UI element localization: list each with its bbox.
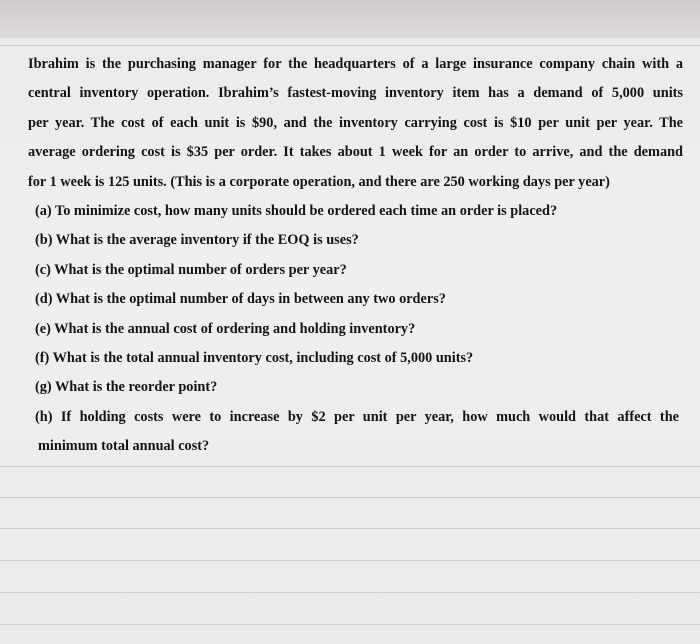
- ruled-line: [0, 497, 700, 498]
- question-c: (c) What is the optimal number of orders per year?: [35, 261, 347, 278]
- problem-line: Ibrahim is the purchasing manager for the headquarters of a large insurance company chain with a: [28, 56, 683, 72]
- problem-text-block: [28, 50, 683, 462]
- question-g: (g) What is the reorder point?: [35, 379, 218, 396]
- question-f: (f) What is the total annual inventory cost, including cost of 5,000 units?: [35, 349, 474, 366]
- ruled-line: [0, 624, 700, 625]
- question-h: (h) If holding costs were to increase by $2 per unit per year, how much would that affect the: [35, 408, 679, 425]
- ruled-line: [0, 45, 700, 46]
- question-b: (b) What is the average inventory if the EOQ is uses?: [35, 232, 359, 249]
- question-e: (e) What is the annual cost of ordering and holding inventory?: [35, 320, 416, 337]
- problem-line: for 1 week is 125 units. (This is a corporate operation, and there are 250 working days per year): [28, 173, 610, 190]
- ruled-line: [0, 528, 700, 529]
- problem-line: per year. The cost of each unit is $90, and the inventory carrying cost is $10 per unit per year. The: [28, 114, 683, 131]
- ruled-line: [0, 560, 700, 561]
- ruled-line: [0, 466, 700, 467]
- problem-line: average ordering cost is $35 per order. It takes about 1 week for an order to arrive, and the demand: [28, 144, 683, 161]
- question-a: (a) To minimize cost, how many units should be ordered each time an order is placed?: [35, 203, 558, 220]
- problem-statement: [28, 50, 683, 197]
- page-top-edge: [0, 0, 700, 38]
- question-d: (d) What is the optimal number of days in between any two orders?: [35, 291, 446, 308]
- problem-line: central inventory operation. Ibrahim’s fastest-moving inventory item has a demand of 5,000 units: [28, 85, 683, 102]
- ruled-line: [0, 592, 700, 593]
- question-list: [28, 197, 683, 462]
- question-h-continued: minimum total annual cost?: [38, 438, 210, 455]
